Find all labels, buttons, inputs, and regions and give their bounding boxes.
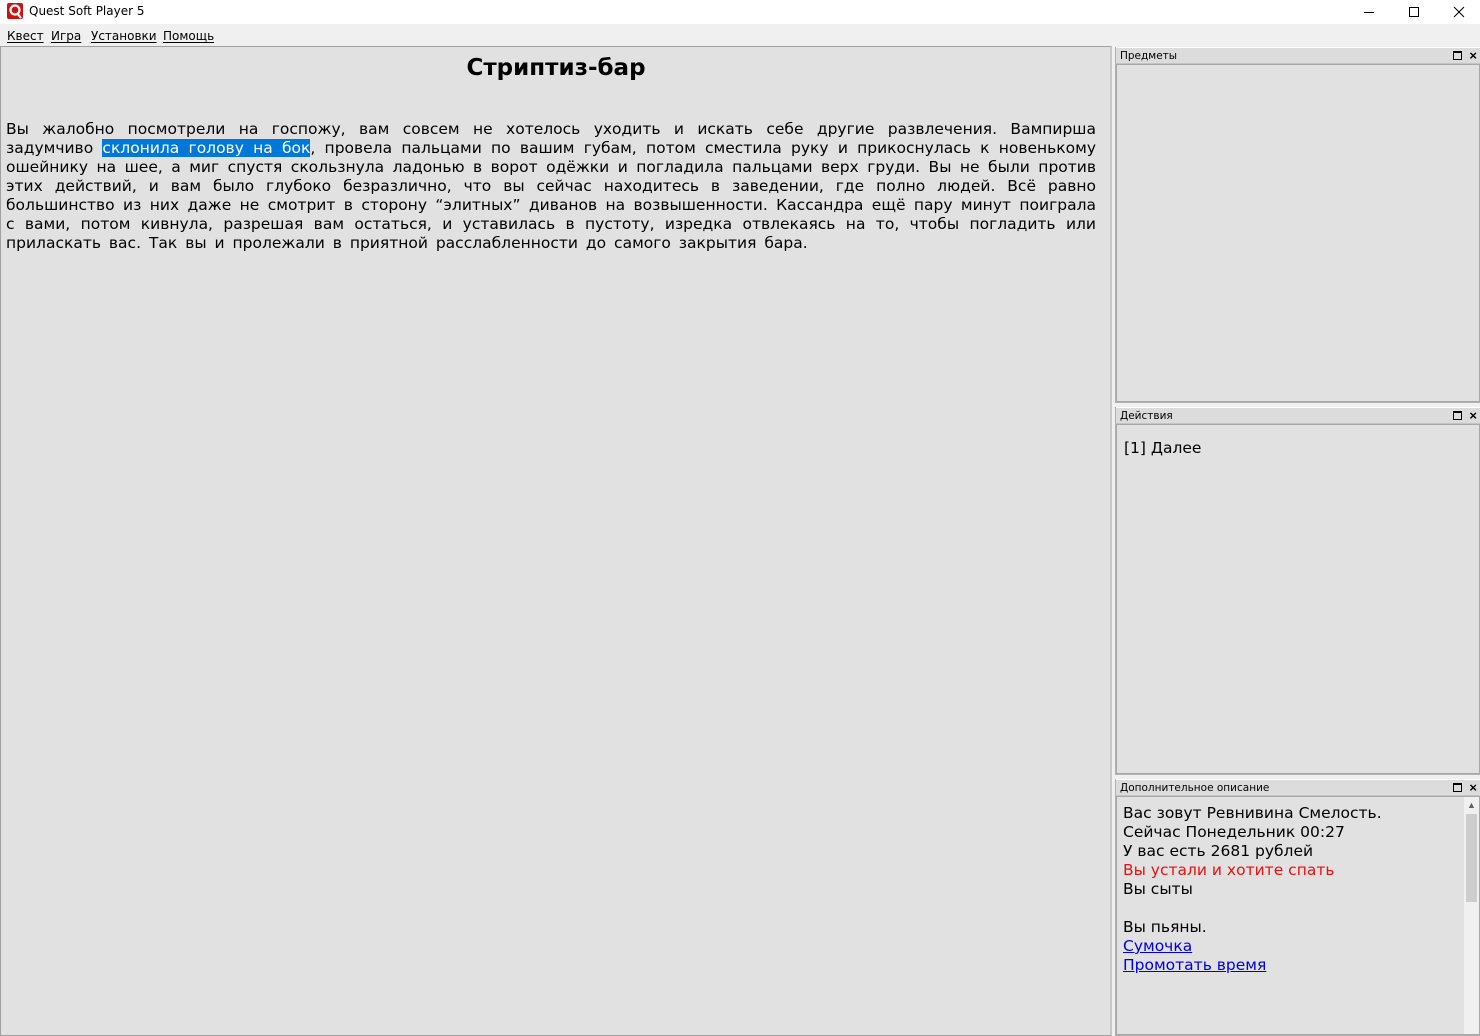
status-name: Вас зовут Ревнивина Смелость. [1123, 804, 1382, 822]
menu-help[interactable]: Помощь [163, 29, 215, 43]
scroll-up-icon[interactable]: ▲ [1467, 799, 1476, 810]
status-drunk: Вы пьяны. [1123, 918, 1207, 936]
menu-settings[interactable]: Установки [91, 29, 157, 43]
status-money: У вас есть 2681 рублей [1123, 842, 1314, 860]
menu-quest[interactable]: Квест [7, 29, 44, 43]
items-dock [1115, 47, 1480, 403]
float-icon[interactable] [1453, 51, 1462, 60]
room-text-before: Вы жалобно посмотрели на госпожу, вам совсем не хотелось уходить и искать себе другие развлечения. Вампирша задумчиво [6, 120, 1096, 157]
float-icon[interactable] [1453, 783, 1462, 792]
close-icon[interactable]: × [1469, 408, 1477, 423]
close-icon[interactable]: × [1469, 780, 1477, 795]
actions-dock-header [1116, 407, 1480, 424]
status-tired: Вы устали и хотите спать [1123, 861, 1335, 879]
maximize-icon [1408, 6, 1420, 18]
bag-link[interactable]: Сумочка [1123, 937, 1193, 955]
items-list[interactable] [1116, 64, 1480, 402]
selected-text: склонила голову на бок [102, 139, 311, 157]
room-title: Стриптиз-бар [466, 55, 646, 81]
items-dock-title: Предметы [1120, 50, 1178, 62]
skip-time-link[interactable]: Промотать время [1123, 956, 1267, 974]
scrollbar-thumb[interactable] [1466, 814, 1477, 902]
actions-dock [1115, 407, 1480, 775]
title-bar [0, 0, 1480, 24]
main-text-panel[interactable] [0, 46, 1112, 1036]
status-time: Сейчас Понедельник 00:27 [1123, 823, 1345, 841]
room-text-after: , провела пальцами по вашим губам, потом сместила руку и прикоснулась к новенькому ошейнику на шее, а миг спустя скользнула ладонью в ворот одёжки и погладила пальцами верх груди. Вы не были против этих действий, и вам было глубоко безразлично, что вы сейчас находитесь в заведении, где полно людей. Всё равно большинство из них даже не смотрит в сторону “элитных” диванов на возвышенности. Кассандра ещё пару минут поиграла с вами, потом кивнула, разрешая вам остаться, и уставилась в пустоту, изредка отвлекаясь на то, чтобы погладить или приласкать вас. Так вы и пролежали в приятной расслабленности до самого закрытия бара. [6, 139, 1097, 252]
description-body [1116, 796, 1480, 1035]
status-fed: Вы сыты [1123, 880, 1193, 898]
status-lines [1123, 804, 1453, 975]
minimize-icon [1363, 6, 1375, 18]
menu-game[interactable]: Игра [51, 29, 82, 43]
close-icon [1453, 6, 1465, 18]
description-dock [1115, 779, 1480, 1036]
window-title: Quest Soft Player 5 [29, 4, 145, 18]
description-dock-header [1116, 779, 1480, 796]
room-description[interactable] [6, 120, 1096, 253]
action-next[interactable]: [1] Далее [1124, 439, 1202, 457]
status-blank [1123, 899, 1453, 918]
menu-bar [0, 27, 1480, 46]
actions-dock-title: Действия [1120, 410, 1173, 422]
minimize-button[interactable] [1346, 0, 1392, 24]
float-icon[interactable] [1453, 411, 1462, 420]
maximize-button[interactable] [1391, 0, 1437, 24]
description-scrollbar[interactable] [1464, 797, 1479, 1034]
close-icon[interactable]: × [1469, 48, 1477, 63]
items-dock-header [1116, 47, 1480, 64]
app-logo-icon [6, 2, 24, 20]
actions-list [1116, 424, 1480, 774]
close-button[interactable] [1436, 0, 1480, 24]
description-dock-title: Дополнительное описание [1120, 782, 1270, 794]
